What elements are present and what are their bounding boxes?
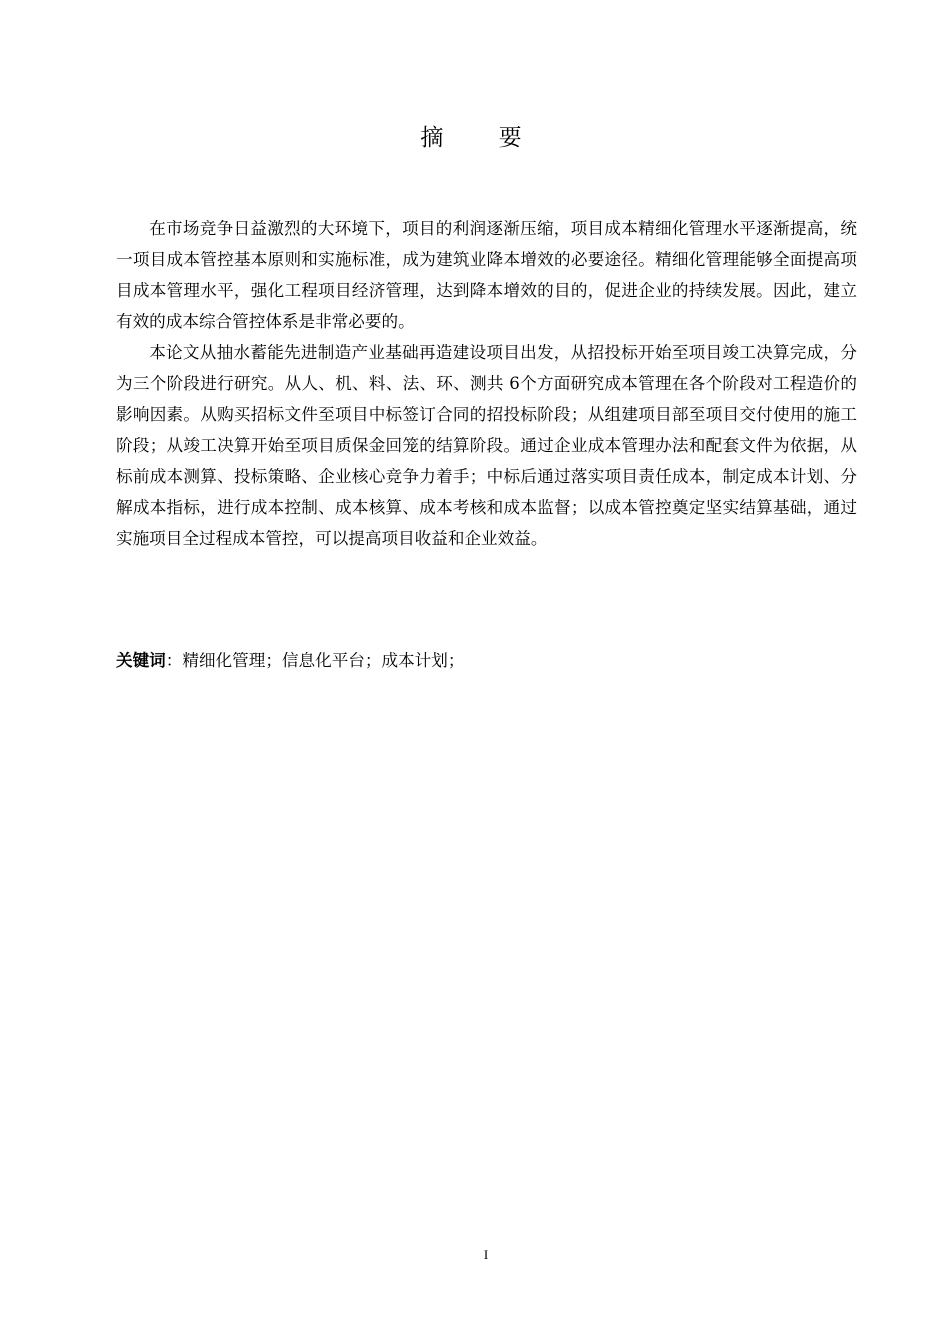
keywords-line	[116, 645, 857, 676]
abstract-title: 摘 要	[420, 125, 546, 151]
page-number: I	[483, 1247, 489, 1262]
abstract-paragraph-2: 本论文从抽水蓄能先进制造产业基础再造建设项目出发，从招投标开始至项目竣工决算完成，分为三个阶段进行研究。从人、机、料、法、环、测共 6个方面研究成本管理在各个阶段对工程造价的影响因素。从购买招标文件至项目中标签订合同的招投标阶段；从组建项目部至项目交付使用的施工阶段；从竣工决算开始至项目质保金回笼的结算阶段。通过企业成本管理办法和配套文件为依据，从标前成本测算、投标策略、企业核心竞争力着手；中标后通过落实项目责任成本，制定成本计划、分解成本指标，进行成本控制、成本核算、成本考核和成本监督；以成本管控奠定坚实结算基础，通过实施项目全过程成本管控，可以提高项目收益和企业效益。	[116, 343, 857, 548]
keywords-label: 关键词	[116, 651, 166, 670]
keywords-text: ：精细化管理；信息化平台；成本计划；	[165, 651, 465, 670]
abstract-body	[116, 213, 857, 554]
abstract-paragraph-1: 在市场竞争日益激烈的大环境下，项目的利润逐渐压缩，项目成本精细化管理水平逐渐提高，统一项目成本管控基本原则和实施标准，成为建筑业降本增效的必要途径。精细化管理能够全面提高项目成本管理水平，强化工程项目经济管理，达到降本增效的目的，促进企业的持续发展。因此，建立有效的成本综合管控体系是非常必要的。	[116, 219, 857, 331]
